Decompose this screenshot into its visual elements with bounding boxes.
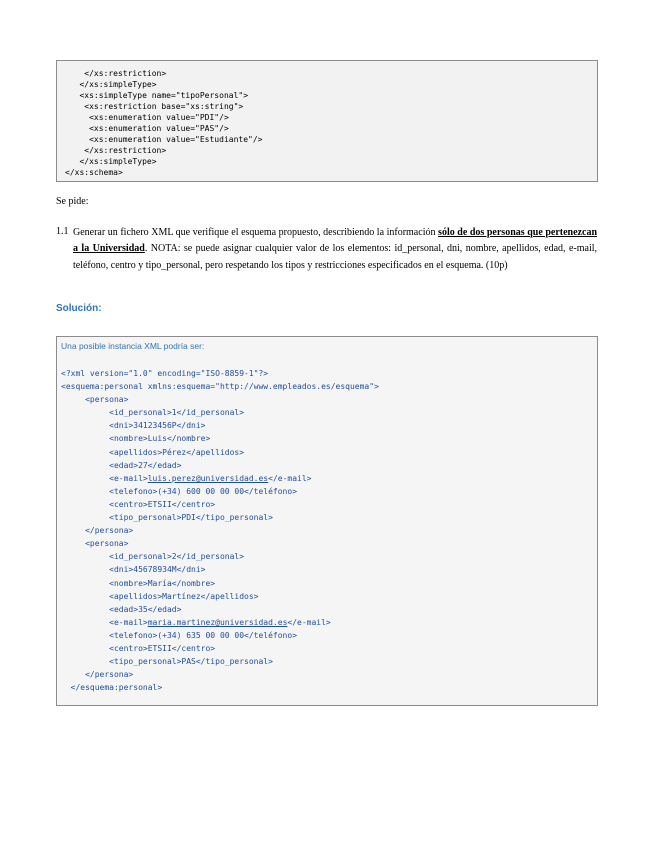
schema-code-line: </xs:restriction> — [65, 69, 167, 78]
code-text: <id_personal>1</id_personal> — [61, 408, 245, 418]
solution-code-line — [61, 485, 593, 498]
code-text: <centro>ETSII</centro> — [61, 643, 216, 653]
code-text: </e-mail> — [268, 473, 312, 483]
schema-code-line: <xs:simpleType name="tipoPersonal"> — [65, 91, 249, 100]
solution-caption: Una posible instancia XML podría ser: — [61, 341, 205, 351]
solution-code-lines — [61, 367, 593, 694]
solution-code-line — [61, 642, 593, 655]
solution-code-line — [61, 419, 593, 432]
schema-code-line: </xs:simpleType> — [65, 80, 157, 89]
code-text: <edad>27</edad> — [61, 460, 182, 470]
code-text: <telefono>(+34) 600 00 00 00</teléfono> — [61, 486, 298, 496]
email-link[interactable]: luis.perez@universidad.es — [147, 473, 269, 483]
solution-code-box — [56, 336, 598, 706]
code-text: <dni>45678934M</dni> — [61, 565, 206, 575]
code-text: <apellidos>Martínez</apellidos> — [61, 591, 259, 601]
code-text: <tipo_personal>PDI</tipo_personal> — [61, 513, 273, 523]
solution-code-line — [61, 616, 593, 629]
solution-code-line — [61, 563, 593, 576]
solution-code-line — [61, 446, 593, 459]
code-text: <e-mail> — [61, 473, 148, 483]
solution-code-line — [61, 380, 593, 393]
solution-heading: Solución: — [56, 303, 102, 314]
solution-code-line — [61, 668, 593, 681]
solution-code-line — [61, 498, 593, 511]
solution-code-line — [61, 577, 593, 590]
question-text-after: . NOTA: se puede asignar cualquier valor de los elementos: id_personal, dni, nombre, apellidos, edad, e-mail, teléfono, centro y tipo_personal, pero respetando los tipos y restricciones especificados en el esquema. (10p) — [73, 243, 598, 271]
solution-code-line — [61, 459, 593, 472]
code-text: </persona> — [61, 670, 134, 680]
code-text: </persona> — [61, 526, 134, 536]
schema-code-line: <xs:enumeration value="PAS"/> — [65, 124, 229, 133]
solution-code-line — [61, 524, 593, 537]
solution-code-line — [61, 655, 593, 668]
solution-code-line — [61, 472, 593, 485]
schema-code-line: <xs:enumeration value="PDI"/> — [65, 113, 229, 122]
solution-code-line — [61, 511, 593, 524]
code-text: <e-mail> — [61, 617, 148, 627]
schema-code-box — [56, 60, 598, 182]
solution-code-line — [61, 550, 593, 563]
code-text: <nombre>María</nombre> — [61, 578, 216, 588]
code-text: <esquema:personal xmlns:esquema="http://www.empleados.es/esquema"> — [61, 382, 379, 392]
intro-text: Se pide: — [56, 196, 89, 207]
solution-code-line — [61, 367, 593, 380]
schema-code-line: </xs:schema> — [65, 168, 123, 177]
email-link[interactable]: maria.martinez@universidad.es — [147, 617, 288, 627]
code-text: <centro>ETSII</centro> — [61, 499, 216, 509]
schema-code-line: </xs:simpleType> — [65, 157, 157, 166]
code-text: <?xml version="1.0" encoding="ISO-8859-1"?> — [61, 369, 269, 378]
code-text: <nombre>Luis</nombre> — [61, 434, 211, 444]
solution-code-line — [61, 590, 593, 603]
solution-code-line — [61, 537, 593, 550]
code-text: <persona> — [61, 539, 129, 549]
question-text — [73, 225, 597, 274]
schema-code-line: <xs:enumeration value="Estudiante"/> — [65, 135, 263, 144]
code-text: <id_personal>2</id_personal> — [61, 552, 245, 562]
solution-code-line — [61, 393, 593, 406]
question-text-bold: sólo de dos personas que pertenezcan a la Universidad — [73, 227, 598, 255]
code-text: <dni>34123456P</dni> — [61, 421, 206, 431]
code-text: <persona> — [61, 395, 129, 405]
code-text: </e-mail> — [287, 617, 331, 627]
solution-code-line — [61, 603, 593, 616]
code-text: <edad>35</edad> — [61, 604, 182, 614]
solution-code-line — [61, 406, 593, 419]
code-text: <tipo_personal>PAS</tipo_personal> — [61, 657, 273, 667]
schema-code-line: </xs:restriction> — [65, 146, 167, 155]
code-text: <apellidos>Pérez</apellidos> — [61, 447, 245, 457]
solution-code-line — [61, 681, 593, 694]
code-text: </esquema:personal> — [61, 683, 163, 693]
schema-code-line: <xs:restriction base="xs:string"> — [65, 102, 244, 111]
code-text: <telefono>(+34) 635 00 00 00</teléfono> — [61, 630, 298, 640]
solution-code-line — [61, 629, 593, 642]
question-number: 1.1 — [56, 226, 69, 237]
question-text-before: Generar un fichero XML que verifique el esquema propuesto, describiendo la información — [73, 227, 439, 238]
solution-code-line — [61, 432, 593, 445]
